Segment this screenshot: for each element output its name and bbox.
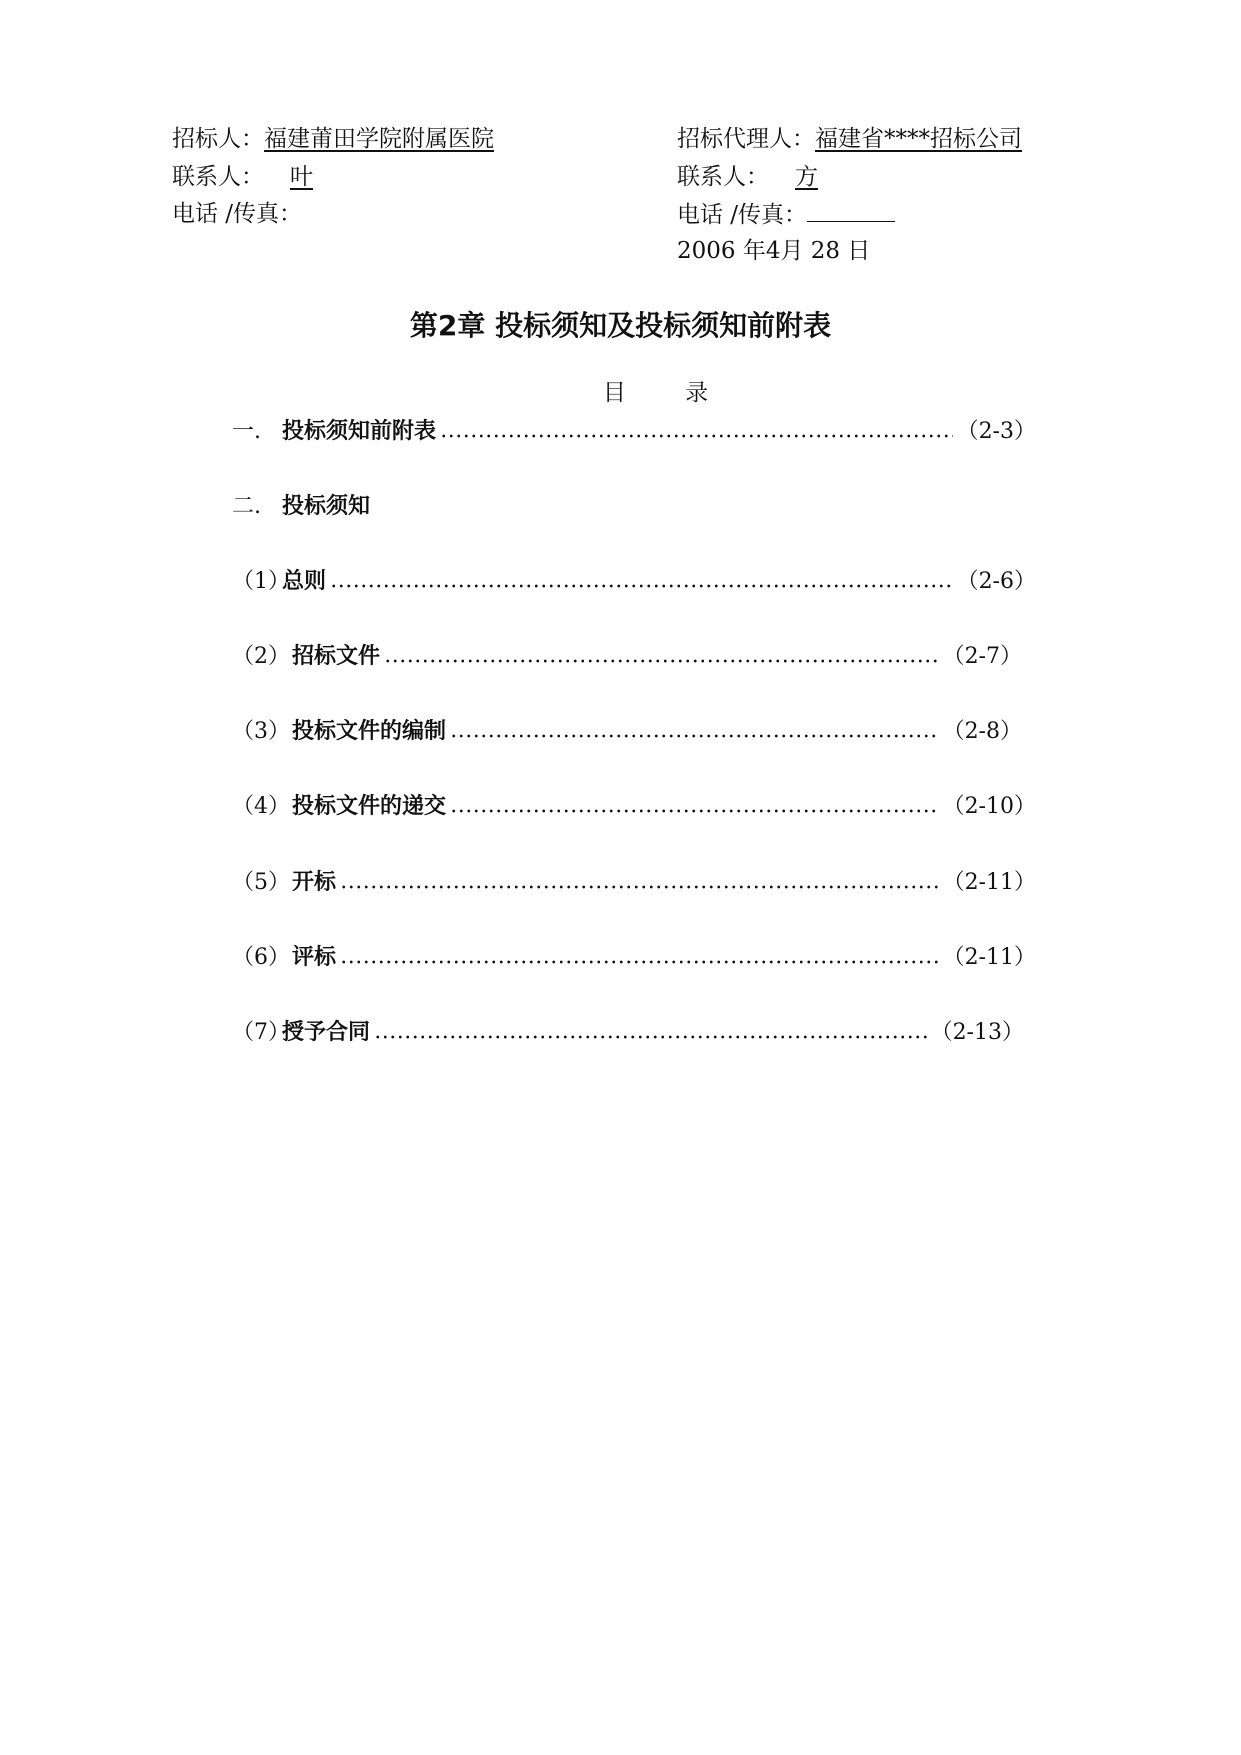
document-date: 2006 年4月 28 日 (677, 238, 871, 264)
toc-number: （2） (232, 644, 290, 669)
toc-page-number: （2-8） (942, 719, 1022, 744)
tenderer-contact-value: 叶 (290, 164, 313, 190)
toc-number: （4） (232, 794, 290, 819)
agent-value: 福建省****招标公司 (815, 126, 1022, 152)
tenderer-value: 福建莆田学院附属医院 (264, 126, 494, 152)
toc-label: 投标须知 (282, 494, 371, 519)
toc-label: 评标 (292, 945, 337, 970)
toc-label: 总则 (282, 569, 327, 594)
agent-contact-line (677, 162, 818, 192)
toc-row[interactable] (232, 417, 1036, 447)
toc-dot-leader (450, 808, 939, 814)
tenderer-contact-label: 联系人： (172, 164, 264, 190)
tenderer-line (172, 124, 494, 154)
agent-label: 招标代理人： (677, 126, 815, 152)
toc-row[interactable] (232, 567, 1036, 597)
agent-contact-label: 联系人： (677, 164, 769, 190)
toc-page-number: （2-11） (942, 870, 1036, 895)
toc-dot-leader (450, 733, 939, 739)
toc-label: 投标须知前附表 (282, 419, 437, 444)
toc-page-number: （2-11） (942, 945, 1036, 970)
toc-dot-leader (374, 1034, 927, 1040)
chapter-title: 第2章 投标须知及投标须知前附表 (409, 309, 832, 342)
toc-dot-leader (440, 433, 953, 439)
toc-label: 投标文件的编制 (292, 719, 447, 744)
agent-phone-label: 电话 /传真： (677, 202, 808, 228)
toc-number: （7） (232, 1020, 290, 1045)
toc-row[interactable] (232, 1018, 1024, 1048)
agent-phone-blank (807, 199, 895, 222)
toc-label: 投标文件的递交 (292, 794, 447, 819)
toc-row[interactable] (232, 792, 1036, 822)
toc-row[interactable] (232, 717, 1022, 747)
toc-label: 授予合同 (282, 1020, 371, 1045)
toc-number: （1） (232, 569, 290, 594)
agent-contact-value: 方 (795, 164, 818, 190)
agent-phone-line (677, 199, 895, 230)
toc-page-number: （2-7） (942, 644, 1022, 669)
toc-dot-leader (384, 658, 939, 664)
toc-page-number: （2-13） (930, 1020, 1024, 1045)
toc-label: 招标文件 (292, 644, 381, 669)
toc-number: （3） (232, 719, 290, 744)
toc-row[interactable] (232, 492, 1036, 522)
toc-page-number: （2-3） (956, 419, 1036, 444)
toc-number: 二. (232, 494, 261, 519)
toc-row[interactable] (232, 642, 1022, 672)
tenderer-label: 招标人： (172, 126, 264, 152)
tenderer-phone-label: 电话 /传真： (172, 201, 303, 227)
toc-number: （5） (232, 870, 290, 895)
toc-number: 一. (232, 419, 261, 444)
toc-heading: 目 录 (602, 380, 735, 406)
tenderer-phone-line (172, 199, 302, 229)
agent-line (677, 124, 1032, 154)
toc-dot-leader (340, 959, 939, 965)
toc-dot-leader (330, 583, 953, 589)
toc-row[interactable] (232, 868, 1036, 898)
toc-page-number: （2-6） (956, 569, 1036, 594)
toc-page-number: （2-10） (942, 794, 1036, 819)
toc-row[interactable] (232, 943, 1036, 973)
toc-dot-leader (340, 884, 939, 890)
toc-number: （6） (232, 945, 290, 970)
toc-label: 开标 (292, 870, 337, 895)
tenderer-contact-line (172, 162, 323, 192)
